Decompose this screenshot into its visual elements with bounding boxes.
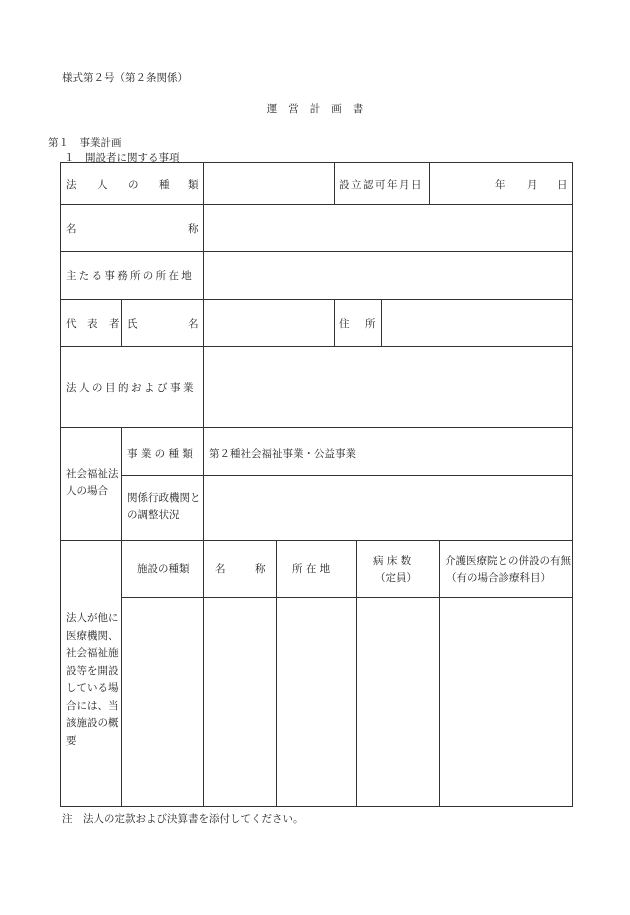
facility-name-field[interactable] — [204, 598, 276, 806]
row-divider — [60, 540, 573, 541]
label-char: 人 — [97, 179, 108, 191]
facility-type-header: 施設の種類 — [137, 563, 190, 575]
label-char: 種 — [159, 179, 170, 191]
purpose-label: 法人の目的および事業 — [66, 382, 196, 394]
other-facilities-label: 法人が他に医療機関、社会福祉施設等を開設している場合には、当該施設の概要 — [66, 612, 119, 747]
beds-field[interactable] — [357, 598, 439, 806]
facility-location-header: 所 在 地 — [292, 563, 331, 575]
care-facility-field[interactable] — [440, 598, 572, 806]
coordination-label: 関係行政機関との調整状況 — [127, 492, 201, 521]
document-title: 運営計画書 — [266, 103, 375, 115]
date-day-label: 日 — [557, 179, 568, 191]
subsection-title: １ 開設者に関する事項 — [64, 152, 180, 164]
label-char: 法 — [66, 179, 77, 191]
facility-name-header-char: 名 — [215, 563, 226, 575]
rep-name-field[interactable] — [204, 300, 334, 346]
beds-header-sub: （定員） — [375, 572, 417, 584]
rep-address-label-char: 住 — [339, 318, 350, 330]
column-divider — [121, 299, 122, 346]
label-char: 類 — [188, 179, 199, 191]
column-divider — [334, 162, 335, 204]
table-border-right — [572, 162, 573, 806]
name-label-char: 称 — [188, 223, 199, 235]
beds-header: 病 床 数 — [373, 555, 412, 567]
section-title: 第１ 事業計画 — [48, 137, 122, 149]
rep-name-label-char: 氏 — [127, 318, 138, 330]
corp-type-field[interactable] — [204, 163, 334, 204]
footnote: 注 法人の定款および決算書を添付してください。 — [62, 813, 304, 825]
purpose-field[interactable] — [204, 347, 572, 427]
business-type-value: 第２種社会福祉事業・公益事業 — [209, 448, 356, 460]
label-char: の — [128, 179, 139, 191]
name-field[interactable] — [204, 205, 572, 251]
facility-name-header-char: 称 — [255, 563, 266, 575]
date-month-label: 月 — [527, 179, 538, 191]
rep-address-label-char: 所 — [365, 318, 376, 330]
table-border-bottom — [60, 806, 573, 807]
rep-label-char: 者 — [109, 318, 120, 330]
established-date-label: 設立認可年月日 — [339, 179, 423, 191]
date-year-label: 年 — [495, 179, 506, 191]
table-border-left — [60, 162, 61, 806]
form-number: 様式第２号（第２条関係） — [62, 72, 188, 84]
social-welfare-label: 社会福祉法人の場合 — [66, 468, 119, 497]
rep-label-char: 代 — [66, 318, 77, 330]
office-address-field[interactable] — [204, 252, 572, 299]
office-address-label: 主たる事務所の所在地 — [66, 270, 194, 282]
care-facility-header: 介護医療院との併設の有無 — [445, 555, 571, 567]
rep-address-field[interactable] — [382, 300, 572, 346]
name-label-char: 名 — [66, 223, 77, 235]
row-divider — [60, 427, 573, 428]
facility-location-field[interactable] — [277, 598, 356, 806]
coordination-field[interactable] — [204, 476, 572, 540]
facility-type-field[interactable] — [122, 598, 203, 806]
column-divider — [334, 299, 335, 346]
care-facility-header-sub: （有の場合診療科目） — [446, 572, 551, 584]
rep-name-label-char: 名 — [188, 318, 199, 330]
business-type-label: 事 業 の 種 類 — [127, 448, 193, 460]
rep-label-char: 表 — [87, 318, 98, 330]
